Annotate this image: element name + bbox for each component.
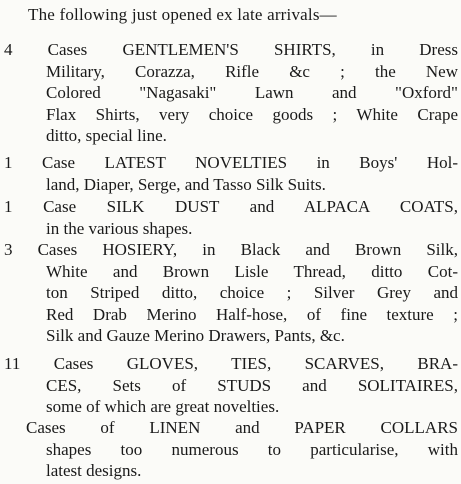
entry-line: 3 Cases HOSIERY, in Black and Brown Silk, [4,240,458,259]
intro-line: The following just opened ex late arrivals— [28,5,337,24]
entry-gentlemens-shirts [4,39,458,147]
entry-line: Colored "Nagasaki" Lawn and "Oxford" [46,83,458,103]
entry-line: Silk and Gauze Merino Drawers, Pants, &c. [46,326,345,346]
entry-line: ditto, special line. [46,126,167,146]
entry-line: Cases of LINEN and PAPER COLLARS [26,418,458,437]
entry-line: 11 Cases GLOVES, TIES, SCARVES, BRA- [4,354,458,373]
entry-line: Military, Corazza, Rifle &c ; the New [46,61,458,81]
entry-linen-collars [4,417,458,482]
entry-line: 4 Cases GENTLEMEN'S SHIRTS, in Dress [4,40,458,59]
entry-line: 1 Case SILK DUST and ALPACA COATS, [4,197,458,216]
entry-line: White and Brown Lisle Thread, ditto Cot- [46,261,458,281]
entry-gloves-ties [4,353,458,418]
entry-line: shapes too numerous to particularise, with [46,439,458,459]
entry-line: Flax Shirts, very choice goods ; White Crape [46,104,458,124]
entry-line: land, Diaper, Serge, and Tasso Silk Suits. [46,174,326,194]
entry-line: ton Striped ditto, choice ; Silver Grey and [46,283,458,303]
entry-silk-dust-coats [4,196,458,239]
entry-line: latest designs. [46,461,142,481]
entry-line: Red Drab Merino Half-hose, of fine texture ; [46,304,458,324]
entry-line: CES, Sets of STUDS and SOLITAIRES, [46,375,458,395]
entry-line: 1 Case LATEST NOVELTIES in Boys' Hol- [4,153,458,172]
entry-latest-novelties [4,152,458,195]
entry-hosiery [4,239,458,347]
entry-line: some of which are great novelties. [46,397,280,417]
entry-line: in the various shapes. [46,218,193,238]
